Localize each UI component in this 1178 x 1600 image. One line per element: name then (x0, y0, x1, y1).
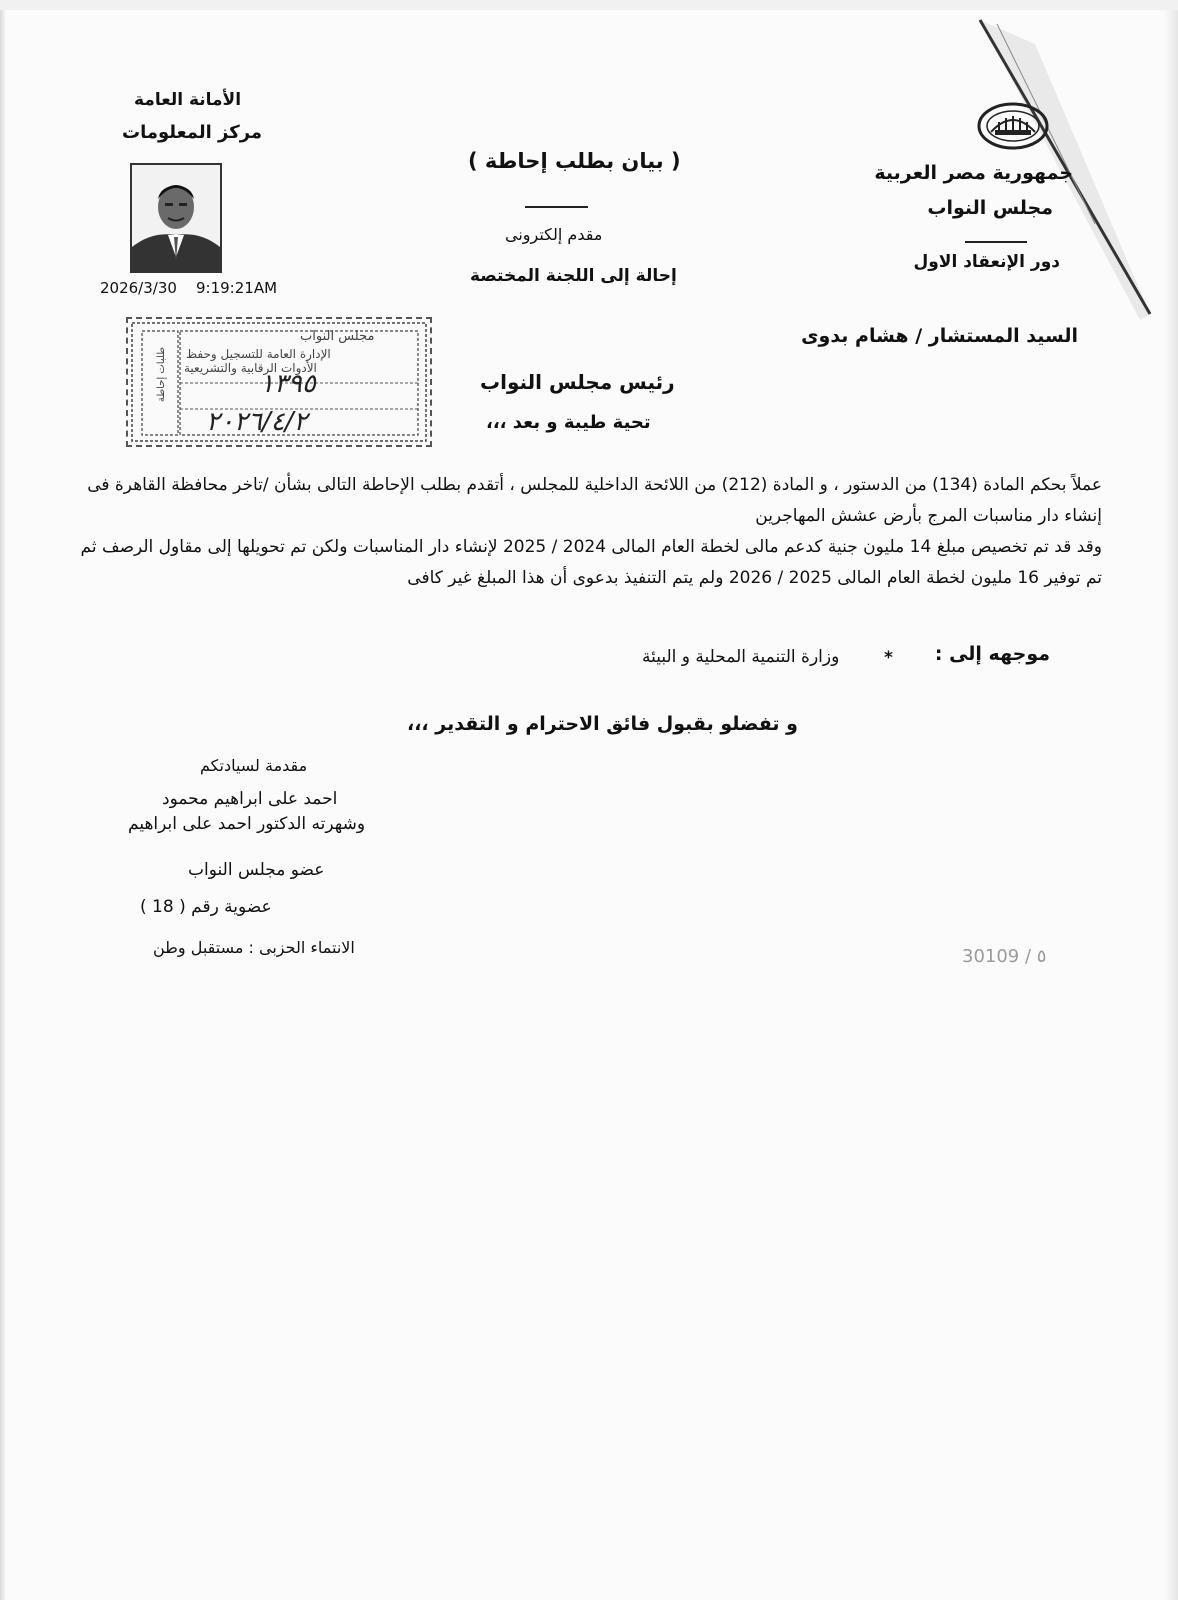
country-name: جمهورية مصر العربية (874, 162, 1073, 184)
stamp-side-label: طلبات إحاطة (156, 346, 168, 403)
directed-to-bullet: * (884, 648, 893, 668)
document-title: ( بيان بطلب إحاطة ) (468, 149, 681, 173)
timestamp-time: 9:19:21AM (196, 279, 278, 297)
stamp-number: ١٣٩٥ (260, 369, 316, 399)
stamp-line-1: الإدارة العامة للتسجيل وحفظ (186, 347, 331, 361)
referral-note: إحالة إلى اللجنة المختصة (470, 266, 677, 286)
directed-to-ministry: وزارة التنمية المحلية و البيئة (642, 647, 840, 667)
party-affiliation: الانتماء الحزبى : مستقبل وطن (153, 938, 355, 957)
directed-to-label: موجهه إلى : (934, 643, 1050, 665)
title-divider (525, 206, 588, 208)
stamp-date: ٢٠٢٦/٤/٢ (206, 407, 308, 437)
stamp-line-2: الأدوات الرقابية والتشريعية (184, 361, 317, 375)
session-label: دور الإنعقاد الاول (913, 252, 1060, 272)
stamp-title: مجلس النواب (300, 329, 375, 344)
timestamp-date: 2026/3/30 (100, 279, 177, 297)
signature-alias: وشهرته الدكتور احمد على ابراهيم (128, 814, 366, 834)
registration-stamp (126, 317, 432, 447)
scan-right-edge (1164, 10, 1178, 1600)
body-paragraph-2: وقد قد تم تخصيص مبلغ 14 مليون جنية كدعم مالى لخطة العام المالى 2024 / 2025 لإنشاء دار المناسبات ولكن تم تحويلها إلى مقاول الرصف ثم تم توفير 16 مليون لخطة العام المالى 2025 / 2026 ولم يتم التنفيذ بدعوى أن هذا المبلغ غير كافى (80, 537, 1102, 588)
submission-type: مقدم إلكترونى (505, 225, 603, 244)
closing-line: و تفضلو بقبول فائق الاحترام و التقدير ،،، (407, 713, 798, 735)
reference-number: 30109 / ٥ (962, 946, 1047, 967)
parliament-name: مجلس النواب (927, 197, 1053, 219)
signature-role: عضو مجلس النواب (188, 860, 325, 880)
signature-intro: مقدمة لسيادتكم (200, 756, 308, 775)
body-paragraph-1: عملاً بحكم المادة (134) من الدستور ، و المادة (212) من اللائحة الداخلية للمجلس ، أتقدم بطلب الإحاطة التالى بشأن /تاخر محافظة القاهرة فى إنشاء دار مناسبات المرج بأرض عشش المهاجرين (87, 475, 1102, 526)
secretariat-label: الأمانة العامة (134, 90, 242, 110)
signature-name: احمد على ابراهيم محمود (162, 789, 338, 809)
member-photo (130, 163, 222, 273)
scan-top-strip (0, 0, 1178, 10)
president-title: رئيس مجلس النواب (480, 370, 675, 394)
parliament-emblem-icon (975, 100, 1051, 152)
info-center-label: مركز المعلومات (122, 122, 263, 143)
greeting: تحية طيبة و بعد ،،، (486, 412, 651, 433)
timestamp (100, 279, 277, 297)
membership-number: عضوية رقم ( 18 ) (140, 897, 272, 917)
addressee: السيد المستشار / هشام بدوى (801, 325, 1078, 347)
header-right-divider (965, 241, 1027, 243)
scan-left-shadow (0, 10, 6, 1600)
